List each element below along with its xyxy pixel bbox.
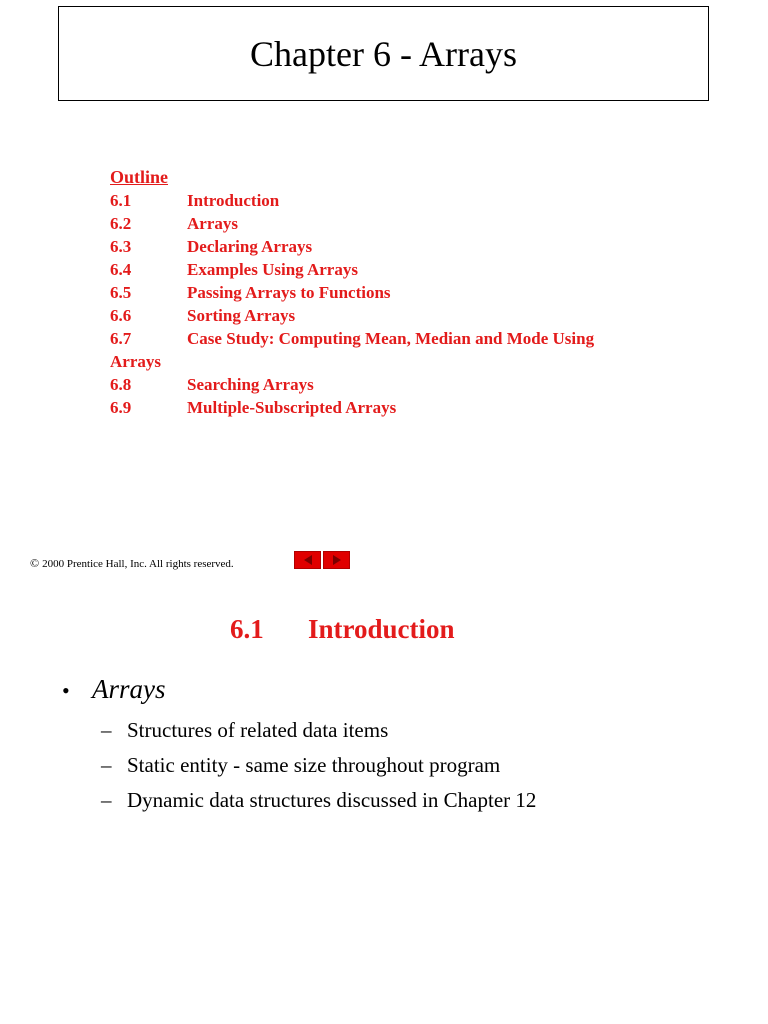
sub-bullet-text: Dynamic data structures discussed in Chapter 12 (127, 788, 537, 812)
sub-bullet-text: Static entity - same size throughout program (127, 753, 501, 777)
sub-bullet-item (101, 713, 536, 748)
section-number: 6.1 (230, 614, 264, 644)
bullet-item (62, 674, 166, 705)
outline-heading: Outline (110, 167, 169, 187)
copyright-footer (30, 556, 234, 571)
outline-item (110, 304, 594, 327)
outline-item (110, 327, 594, 350)
copyright-icon: © (30, 556, 40, 570)
previous-slide-button[interactable] (294, 551, 321, 569)
bullet-icon: • (62, 678, 70, 703)
triangle-right-icon (333, 555, 341, 565)
next-slide-button[interactable] (323, 551, 350, 569)
outline-item-label: Multiple-Subscripted Arrays (187, 398, 397, 417)
sub-bullet-item (101, 783, 536, 818)
sub-bullet-text: Structures of related data items (127, 718, 389, 742)
outline-item-number: 6.1 (110, 191, 132, 210)
dash-icon: – (101, 718, 112, 742)
sub-bullet-item (101, 748, 536, 783)
bullet-text: Arrays (92, 674, 166, 704)
dash-icon: – (101, 753, 112, 777)
outline-item-number: 6.9 (110, 398, 132, 417)
section-heading (230, 614, 455, 645)
section-title: Introduction (308, 614, 455, 644)
outline-item (110, 373, 594, 396)
outline-item (110, 189, 594, 212)
outline-item-label: Arrays (187, 214, 238, 233)
chapter-title-box (58, 6, 709, 101)
outline-item-number: 6.5 (110, 283, 132, 302)
slide-nav (294, 551, 350, 569)
outline-item-number: 6.6 (110, 306, 132, 325)
outline-item-label: Introduction (187, 191, 280, 210)
outline-item (110, 281, 594, 304)
outline-item (110, 396, 594, 419)
outline-item (110, 212, 594, 235)
outline-item-label: Examples Using Arrays (187, 260, 358, 279)
outline-item-number: 6.8 (110, 375, 132, 394)
outline-item (110, 235, 594, 258)
outline-item-label: Case Study: Computing Mean, Median and Mode Using (187, 329, 595, 348)
outline-item-label: Sorting Arrays (187, 306, 296, 325)
outline-item-label: Declaring Arrays (187, 237, 313, 256)
outline-item-number: 6.7 (110, 329, 132, 348)
outline-item-label: Passing Arrays to Functions (187, 283, 391, 302)
outline-item-number: 6.2 (110, 214, 132, 233)
outline (110, 166, 594, 419)
triangle-left-icon (304, 555, 312, 565)
copyright-text: 2000 Prentice Hall, Inc. All rights reserved. (42, 557, 234, 570)
outline-item-number: 6.3 (110, 237, 132, 256)
outline-item-number: 6.4 (110, 260, 132, 279)
outline-item-continuation: Arrays (110, 352, 161, 371)
outline-item-label: Searching Arrays (187, 375, 314, 394)
chapter-title: Chapter 6 - Arrays (250, 33, 517, 74)
sub-bullet-list (101, 713, 536, 818)
outline-item (110, 258, 594, 281)
dash-icon: – (101, 788, 112, 812)
